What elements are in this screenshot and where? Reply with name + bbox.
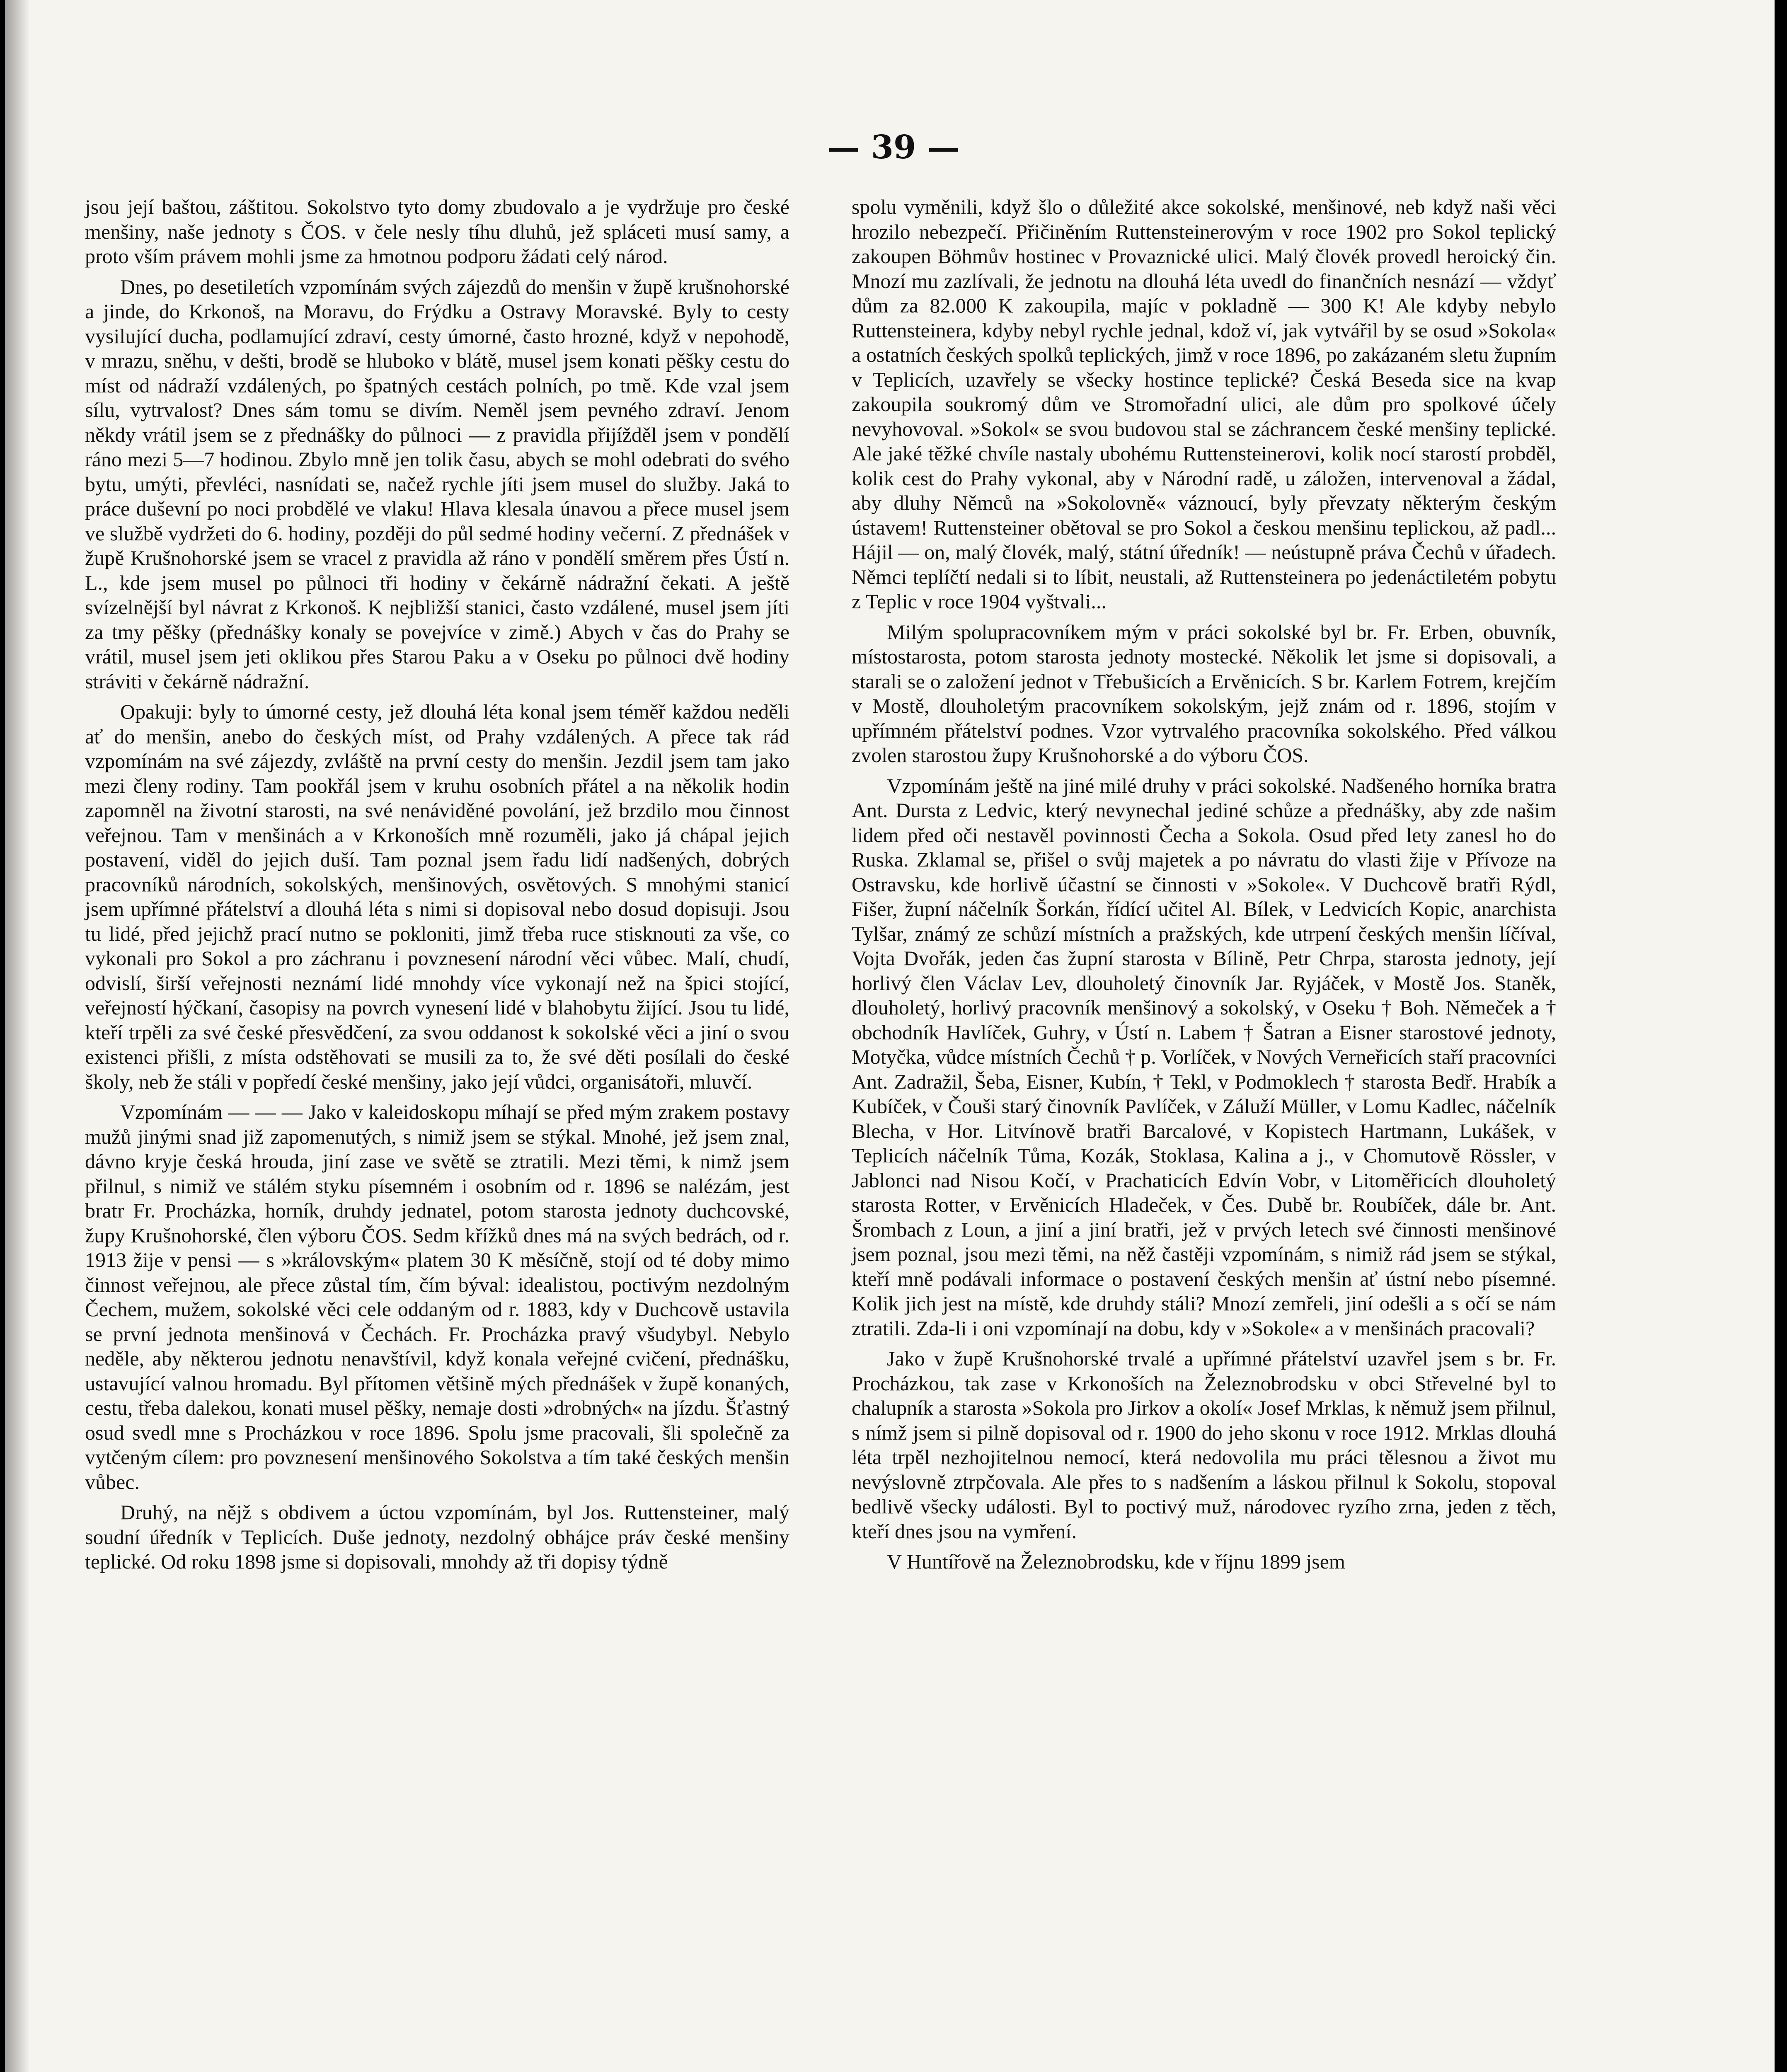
paragraph: spolu vyměnili, když šlo o důležité akce sokolské, menšinové, neb když naši věci hrozilo nebezpečí. Přičiněním Ruttensteinerovým v roce 1902 pro Sokol teplický zakoupen Böhmův hostinec v Provaznické ulici. Malý človék provedl heroický čin. Mnozí mu zazlívali, že jednotu na dlouhá léta uvedl do finančních nesnází — vždyť dům za 82.000 K zakoupila, majíc v pokladně — 300 K! Ale kdyby nebylo Ruttensteinera, kdyby nebyl rychle jednal, kdož ví, jak vytvářil by se osud »Sokola« a ostatních českých spolků teplických, jimž v roce 1896, po zakázaném sletu župním v Teplicích, uzavřely se všecky hostince teplické? Česká Beseda sice na kvap zakoupila soukromý dům ve Stromořadní ulici, ale dům pro spolkové účely nevyhovoval. »Sokol« se svou budovou stal se záchrancem české menšiny teplické. Ale jaké těžké chvíle nastaly ubohému Ruttensteinerovi, kolik nocí starostí probděl, kolik cest do Prahy vykonal, aby v Národní radě, u záložen, intervenoval a žádal, aby dluhy Němců na »Sokolovně« váznoucí, byly převzaty některým českým ústavem! Ruttensteiner obětoval se pro Sokol a českou menšinu teplickou, až padl... Hájil — on, malý človék, malý, státní úředník! — neústupně práva Čechů v úřadech. Němci teplíčtí nedali si to líbit, neustali, až Ruttensteinera po jedenáctiletém pobytu z Teplic v roce 1904 vyštvali...	[852, 195, 1556, 613]
paragraph: Milým spolupracovníkem mým v práci sokolské byl br. Fr. Erben, obuvník, místostarosta, potom starosta jednoty mostecké. Několik let jsme si dopisovali, a starali se o založení jednot v Třebušicích a Ervěnicích. S br. Karlem Fotrem, krejčím v Mostě, dlouholetým pracovníkem sokolským, jejž znám od r. 1896, stojím v upřímném přátelství podnes. Vzor vytrvalého pracovníka sokolského. Před válkou zvolen starostou župy Krušnohorské a do výboru ČOS.	[852, 620, 1556, 767]
paragraph: jsou její baštou, záštitou. Sokolstvo tyto domy zbudovalo a je vydržuje pro české menšiny, naše jednoty s ČOS. v čele nesly tíhu dluhů, jež spláceti musí samy, a proto vším právem mohli jsme za hmotnou podporu žádati celý národ.	[85, 195, 789, 268]
scan-edge-shadow	[5, 0, 30, 2072]
page-number: — 39 —	[827, 128, 960, 166]
paragraph: Druhý, na nějž s obdivem a úctou vzpomínám, byl Jos. Ruttensteiner, malý soudní úředník v Teplicích. Duše jednoty, nezdolný obhájce práv české menšiny teplické. Od roku 1898 jsme si dopisovali, mnohdy až tři dopisy týdně	[85, 1501, 789, 1573]
paragraph: Jako v župě Krušnohorské trvalé a upřímné přátelství uzavřel jsem s br. Fr. Procházkou, tak zase v Krkonoších na Železnobrodsku v obci Střevelné byl to chalupník a starosta »Sokola pro Jirkov a okolí« Josef Mrklas, k němuž jsem přilnul, s nímž jsem si pilně dopisoval od r. 1900 do jeho skonu v roce 1912. Mrklas dlouhá léta trpěl nezhojitelnou nemocí, která nedovolila mu práci tělesnou a život mu nevýslovně ztrpčovala. Ale přes to s nadšením a láskou přilnul k Sokolu, stopoval bedlivě všecky události. Byl to poctivý muž, národovec ryzího zrna, jeden z těch, kteří dnes jsou na vymření.	[852, 1347, 1556, 1543]
right-column	[852, 195, 1556, 1580]
paragraph: Dnes, po desetiletích vzpomínám svých zájezdů do menšin v župě krušnohorské a jinde, do Krkonoš, na Moravu, do Frýdku a Ostravy Moravské. Byly to cesty vysilující ducha, podlamující zdraví, cesty úmorné, často hrozné, když v nepohodě, v mrazu, sněhu, v dešti, brodě se hluboko v blátě, musel jsem konati pěšky cestu do míst od nádraží vzdálených, po špatných cestách polních, po tmě. Kde vzal jsem sílu, vytrvalost? Dnes sám tomu se divím. Neměl jsem pevného zdraví. Jenom někdy vrátil jsem se z přednášky do půlnoci — z pravidla přijížděl jsem v pondělí ráno mezi 5—7 hodinou. Zbylo mně jen tolik času, abych se mohl odebrati do svého bytu, umýti, převléci, nasnídati se, načež rychle jíti jsem musel do služby. Jaká to práce duševní po noci probdělé ve vlaku! Hlava klesala únavou a přece musel jsem ve službě vydržeti do 6. hodiny, později do půl sedmé hodiny večerní. Z přednášek v župě Krušnohorské jsem se vracel z pravidla až ráno v pondělí směrem přes Ústí n. L., kde jsem musel po půlnoci tři hodiny v čekárně nádražní čekati. A ještě svízelnější byl návrat z Krkonoš. K nejbližší stanici, často vzdálené, musel jsem jíti za tmy pěšky (přednášky konaly se povejvíce v zimě.) Abych v čas do Prahy se vrátil, musel jsem jeti oklikou přes Starou Paku a v Oseku po půlnoci dvě hodiny stráviti v čekárně nádražní.	[85, 275, 789, 693]
paragraph: Vzpomínám ještě na jiné milé druhy v práci sokolské. Nadšeného horníka bratra Ant. Dursta z Ledvic, který nevynechal jediné schůze a přednášky, aby zde našim lidem před oči nestavěl povinnosti Čecha a Sokola. Osud před lety zanesl ho do Ruska. Zklamal se, přišel o svůj majetek a po návratu do vlasti žije v Přívoze na Ostravsku, kde horlivě účastní se činnosti v »Sokole«. V Duchcově bratři Rýdl, Fišer, župní náčelník Šorkán, řídící učitel Al. Bílek, v Ledvicích Kopic, anarchista Tylšar, známý ze schůzí místních a pražských, kde utrpení českých menšin líčíval, Vojta Dvořák, jeden čas župní starosta v Bílině, Petr Chrpa, starosta jednoty, její horlivý člen Václav Lev, dlouholetý činovník Jar. Ryjáček, v Mostě Jos. Staněk, dlouholetý, horlivý pracovník menšinový a sokolský, v Oseku † Boh. Němeček a † obchodník Havlíček, Guhry, v Ústí n. Labem † Šatran a Eisner starostové jednoty, Motyčka, vůdce místních Čechů † p. Vorlíček, v Nových Verneřicích staří pracovníci Ant. Zadražil, Šeba, Eisner, Kubín, † Tekl, v Podmoklech † starosta Bedř. Hrabík a Kubíček, v Čouši starý činovník Pavlíček, v Záluží Müller, v Lomu Kadlec, náčelník Blecha, v Hor. Litvínově bratři Barcalové, v Kopistech Hartmann, Lukášek, v Teplicích náčelník Tůma, Kozák, Stoklasa, Kalina a j., v Chomutově Rössler, v Jablonci nad Nisou Kočí, v Prachaticích Edvín Vobr, v Litoměřicích dlouholetý starosta Rotter, v Ervěnicích Hladeček, v Čes. Dubě br. Roubíček, dále br. Ant. Šrombach z Loun, a jiní a jiní bratři, jež v prvých letech své činnosti menšinové jsem poznal, jsou mezi těmi, na něž častěji vzpomínám, s nimiž rád jsem se stýkal, kteří mně podávali informace o postavení českých menšin ať ústní nebo písemné. Kolik jich jest na místě, kde druhdy stáli? Mnozí zemřeli, jiní odešli a s očí se nám ztratili. Zda-li i oni vzpomínají na dobu, kdy v »Sokole« a v menšinách pracovali?	[852, 774, 1556, 1340]
paragraph: Vzpomínám — — — Jako v kaleidoskopu míhají se před mým zrakem postavy mužů jinými snad již zapomenutých, s nimiž jsem se stýkal. Mnohé, jež jsem znal, dávno kryje česká hrouda, jiní zase ve světě se ztratili. Mezi těmi, k nimž jsem přilnul, s nimiž ve stálém styku písemném i osobním od r. 1896 se nalézám, jest bratr Fr. Procházka, horník, druhdy jednatel, potom starosta jednoty duchcovské, župy Krušnohorské, člen výboru ČOS. Sedm křížků dnes má na svých bedrách, od r. 1913 žije v pensi — s »královským« platem 30 K měsíčně, stojí od té doby mimo činnost veřejnou, ale přece zůstal tím, čím býval: idealistou, poctivým nezdolným Čechem, mužem, sokolské věci cele oddaným od r. 1883, kdy v Duchcově ustavila se první jednota menšinová v Čechách. Fr. Procházka pravý všudybyl. Nebylo neděle, aby některou jednotu nenavštívil, když konala veřejné cvičení, přednášku, ustavující valnou hromadu. Byl přítomen většině mých přednášek v župě konaných, cestu, třeba dalekou, konati musel pěšky, nemaje dosti »drobných« na jízdu. Šťastný osud svedl mne s Procházkou v roce 1896. Spolu jsme pracovali, šli společně za vytčeným cílem: pro povznesení menšinového Sokolstva a tím také českých menšin vůbec.	[85, 1100, 789, 1493]
left-column	[85, 195, 789, 1580]
paragraph: V Huntířově na Železnobrodsku, kde v říjnu 1899 jsem	[887, 1550, 1345, 1573]
paragraph: Opakuji: byly to úmorné cesty, jež dlouhá léta konal jsem téměř každou neděli ať do menšin, anebo do českých míst, od Prahy vzdálených. A přece tak rád vzpomínám na své zájezdy, zvláště na první cesty do menšin. Jezdil jsem tam jako mezi členy rodiny. Tam pookřál jsem v kruhu osobních přátel a na několik hodin zapomněl na životní starosti, na své nenáviděné povolání, jež brzdilo mou činnost veřejnou. Tam v menšinách a v Krkonoších mně rozuměli, jako já chápal jejich postavení, viděl do jejich duší. Tam poznal jsem řadu lidí nadšených, dobrých pracovníků národních, sokolských, menšinových, osvětových. S mnohými stanicí jsem upřímné přátelství a dlouhá léta s nimi si dopisoval nebo dosud dopisuji. Jsou tu lidé, před jejichž prací nutno se pokloniti, jimž třeba ruce stisknouti za vše, co vykonali pro Sokol a pro záchranu i povznesení národní věci vůbec. Malí, chudí, odvislí, širší veřejnosti neznámí lidé mnohdy více vykonají než na špici stojící, veřejností hýčkaní, časopisy na povrch vynesení lidé v blahobytu žijící. Jsou tu lidé, kteří trpěli za své české přesvědčení, za svou oddanost k sokolské věci a jiní o svou existenci přišli, z místa odstěhovati se musili za to, že své děti posílali do české školy, neb že stáli v popředí české menšiny, jako její vůdci, organisátoři, mluvčí.	[85, 700, 789, 1093]
